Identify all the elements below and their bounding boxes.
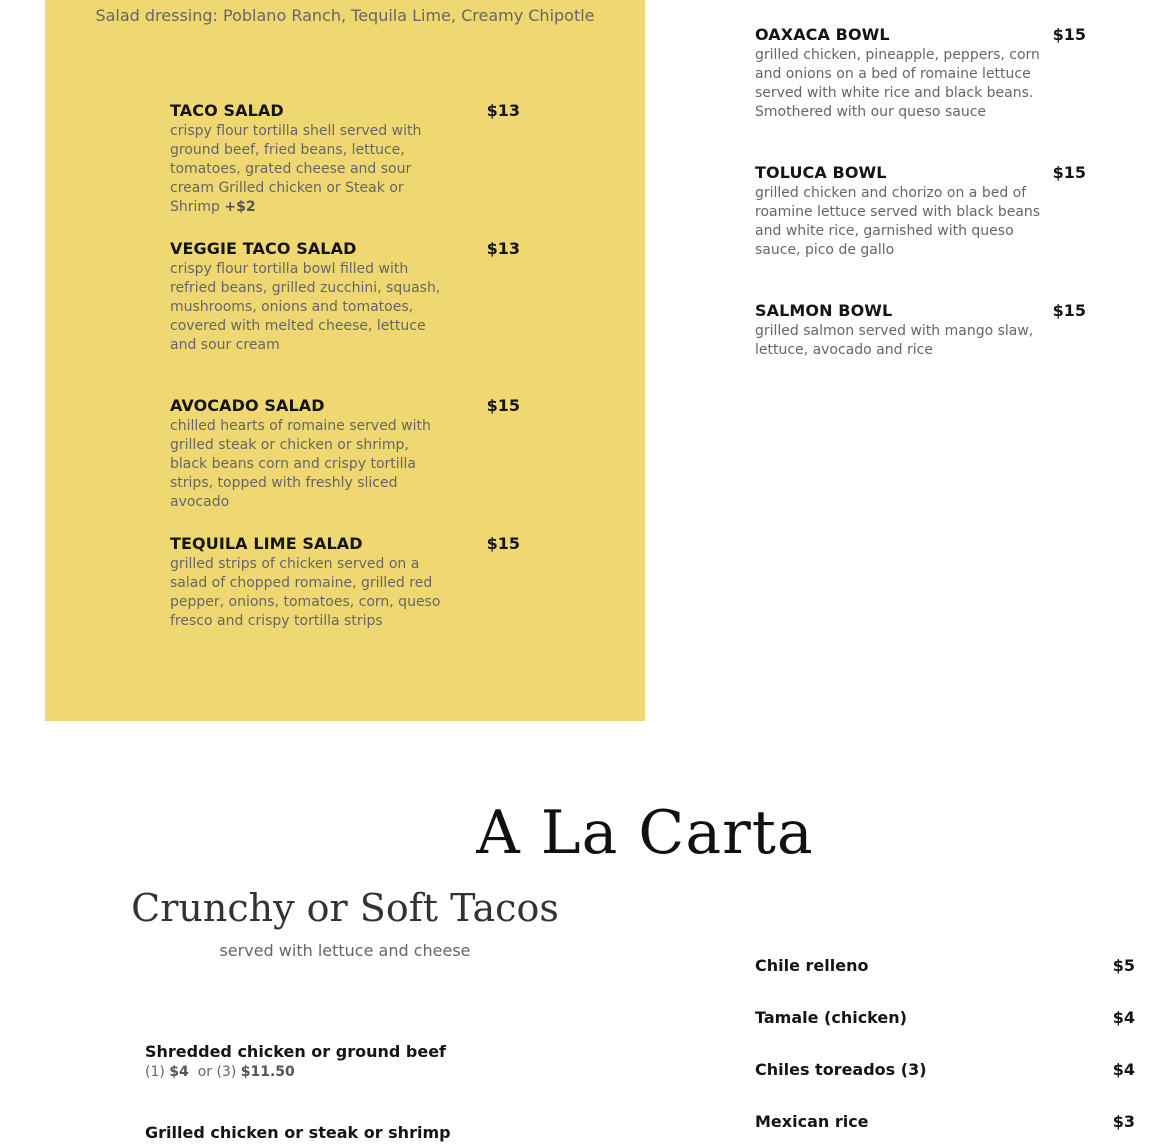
item-name: TEQUILA LIME SALAD: [170, 534, 363, 553]
taco-item-shredded: [145, 1041, 595, 1082]
item-description: grilled chicken and chorizo on a bed of roamine lettuce served with black beans and white rice, garnished with queso sauce, pico de gallo: [755, 185, 1041, 258]
item-name: Shredded chicken or ground beef: [145, 1042, 447, 1061]
item-name: TACO SALAD: [170, 101, 284, 120]
item-name: AVOCADO SALAD: [170, 396, 325, 415]
subsection-title-tacos: Crunchy or Soft Tacos: [131, 886, 559, 930]
item-price: $15: [1052, 25, 1086, 44]
item-price: $3: [1112, 1112, 1135, 1131]
subsection-caption: served with lettuce and cheese: [219, 941, 471, 960]
item-price: $13: [486, 239, 520, 258]
item-name: OAXACA BOWL: [755, 25, 890, 44]
item-price: $15: [486, 396, 520, 415]
item-name: Grilled chicken or steak or shrimp: [145, 1123, 451, 1142]
item-description: crispy flour tortilla shell served with ground beef, fried beans, lettuce, tomatoes, grated cheese and sour cream Grilled chicken or Steak or Shrimp +$2: [170, 123, 422, 215]
item-price: $5: [1112, 956, 1135, 975]
item-price: $4: [1112, 1008, 1135, 1027]
side-item-tamale: [755, 1008, 1135, 1032]
item-extra: Grilled chicken or Steak or Shrimp: [170, 180, 404, 215]
side-item-chiles-toreados: [755, 1060, 1135, 1084]
item-extra-price: +$2: [224, 199, 256, 215]
item-name: Tamale (chicken): [755, 1008, 907, 1027]
taco-item-grilled: [145, 1122, 595, 1144]
item-pricing: (1) $4 or (3) $11.50: [145, 1064, 295, 1080]
item-description: grilled chicken, pineapple, peppers, corn and onions on a bed of romaine lettuce served with white rice and black beans. Smothered with our queso sauce: [755, 47, 1040, 120]
item-description: grilled salmon served with mango slaw, lettuce, avocado and rice: [755, 323, 1034, 358]
item-name: Chiles toreados (3): [755, 1060, 927, 1079]
item-price: $15: [486, 534, 520, 553]
item-name: TOLUCA BOWL: [755, 163, 887, 182]
item-description: grilled strips of chicken served on a salad of chopped romaine, grilled red pepper, onions, tomatoes, corn, queso fresco and crispy tortilla strips: [170, 556, 441, 629]
item-price: $13: [486, 101, 520, 120]
item-description: chilled hearts of romaine served with grilled steak or chicken or shrimp, black beans corn and crispy tortilla strips, topped with freshly sliced avocado: [170, 418, 431, 510]
section-title-a-la-carta: A La Carta: [476, 798, 814, 868]
side-item-mexican-rice: [755, 1112, 1135, 1136]
item-price: $4: [1112, 1060, 1135, 1079]
side-item-chile-relleno: [755, 956, 1135, 980]
item-price: $15: [1052, 163, 1086, 182]
item-name: VEGGIE TACO SALAD: [170, 239, 357, 258]
item-price: $15: [1052, 301, 1086, 320]
item-name: SALMON BOWL: [755, 301, 893, 320]
item-description: crispy flour tortilla bowl filled with refried beans, grilled zucchini, squash, mushrooms, onions and tomatoes, covered with melted cheese, lettuce and sour cream: [170, 261, 441, 353]
salad-dressing-note: Salad dressing: Poblano Ranch, Tequila Lime, Creamy Chipotle: [95, 6, 595, 25]
item-name: Mexican rice: [755, 1112, 869, 1131]
item-name: Chile relleno: [755, 956, 869, 975]
